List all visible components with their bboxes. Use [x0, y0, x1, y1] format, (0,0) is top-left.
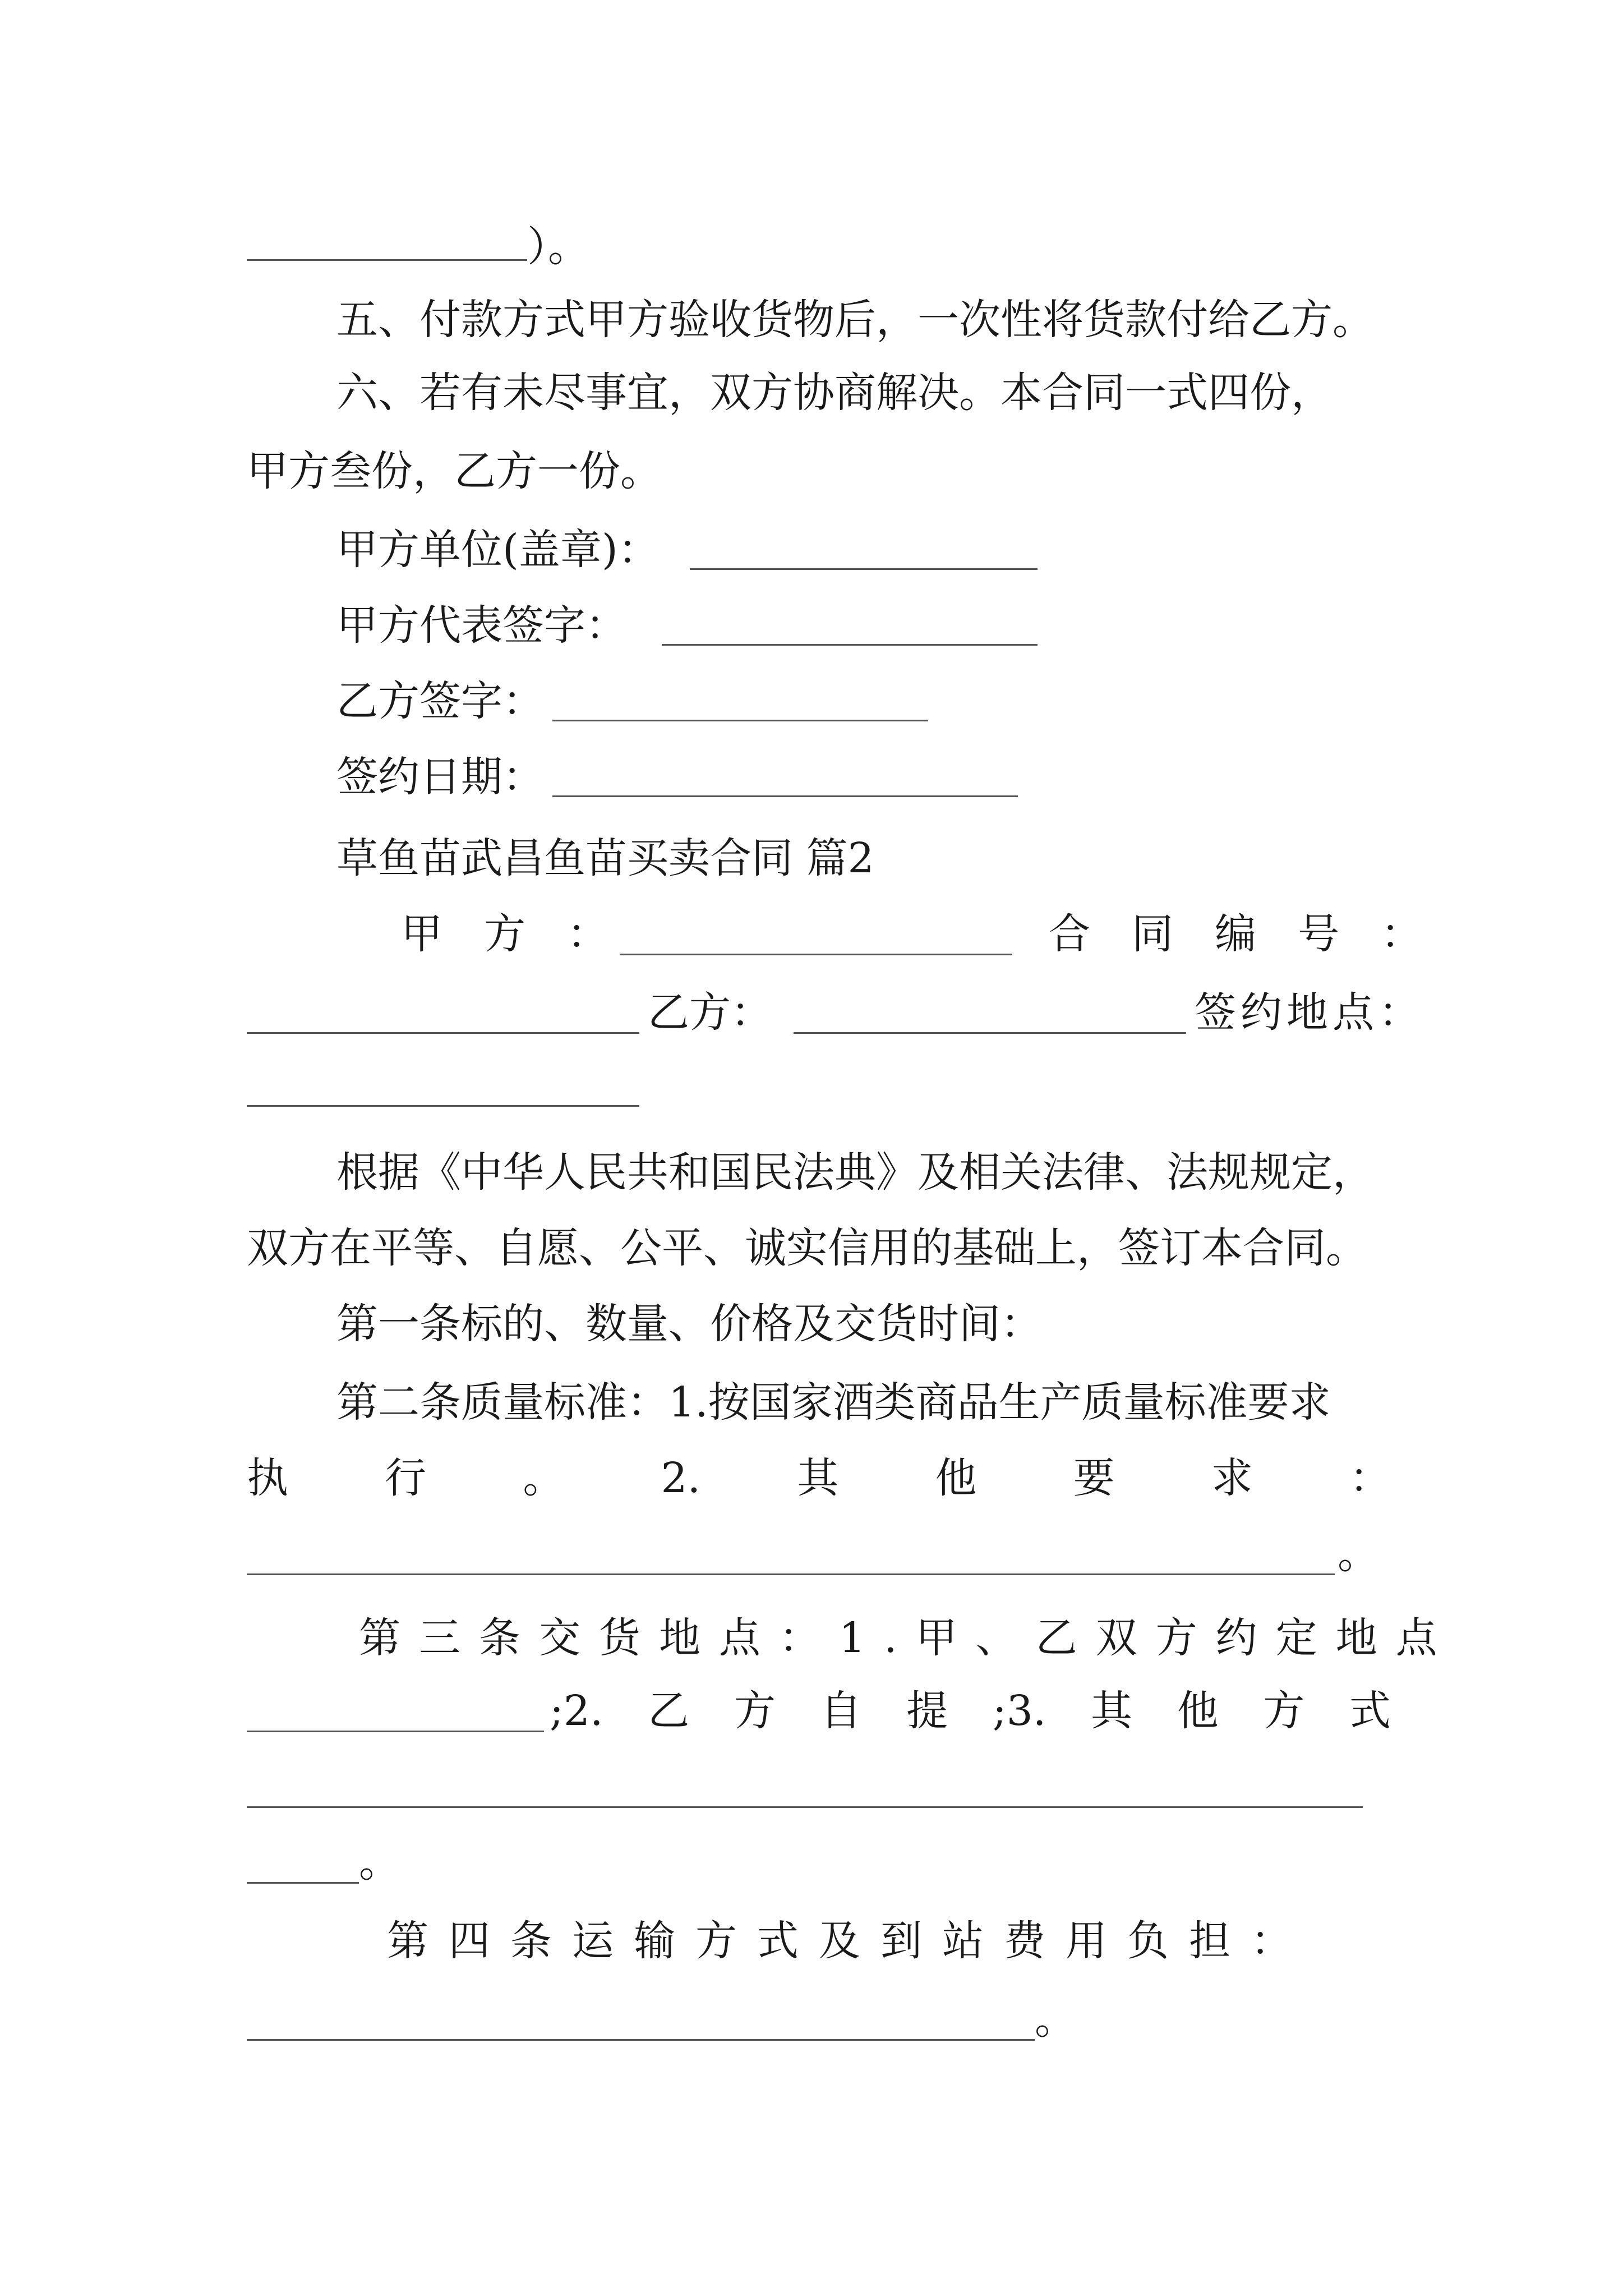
char: 2. [661, 1454, 701, 1502]
article-3-blank-end [247, 1832, 1391, 1893]
char: 他 [1177, 1687, 1219, 1735]
signature-blank [690, 568, 1038, 570]
signature-blank [552, 720, 928, 721]
signature-blank [552, 795, 1018, 797]
label: 合 同 编 号 ： [1049, 910, 1422, 958]
blank-field [247, 2039, 1035, 2041]
label: 甲 方 ： [401, 910, 608, 958]
blank-field [247, 226, 527, 261]
char: 自 [820, 1687, 862, 1735]
blank-field [247, 1032, 639, 1034]
char: 其 [797, 1454, 839, 1502]
article-3: 第三条交货地点：1.甲、乙双方约定地点 [359, 1614, 1456, 1662]
article-3-cont [247, 1680, 1391, 1742]
line-1 [247, 216, 1391, 278]
label: 签约地点： [1195, 988, 1424, 1037]
label: 甲方代表签字： [336, 601, 627, 650]
article-2-cont [247, 1447, 1391, 1509]
payment-clause: 五、付款方式甲方验收货物后，一次性将货款付给乙方。 [336, 296, 1374, 344]
text: 。 [1035, 1995, 1076, 2044]
blank-field [794, 1032, 1186, 1034]
blank-field [247, 1806, 1363, 1808]
char: 要 [1073, 1454, 1115, 1502]
blank-line [247, 1055, 1391, 1116]
article-3-blank [247, 1756, 1391, 1818]
blank-field [620, 954, 1012, 955]
blank-field [247, 1105, 639, 1107]
section-title: 草鱼苗武昌鱼苗买卖合同 篇2 [336, 834, 874, 882]
article-4-blank [247, 1989, 1391, 2050]
misc-clause: 六、若有未尽事宜，双方协商解决。本合同一式四份， [336, 369, 1332, 417]
char: 提 [906, 1687, 948, 1735]
char: 。 [523, 1454, 565, 1502]
blank-field [247, 1573, 1335, 1575]
label: 乙方签字： [336, 677, 544, 725]
blank-field [247, 1731, 544, 1732]
char: 执 [247, 1454, 288, 1502]
char: ;3. [992, 1687, 1046, 1735]
basis-clause-cont: 双方在平等、自愿、公平、诚实信用的基础上，签订本合同。 [247, 1224, 1367, 1272]
char: 其 [1091, 1687, 1133, 1735]
char: 方 [734, 1687, 776, 1735]
signature-blank [662, 644, 1038, 646]
article-4: 第四条运输方式及到站费用负担： [387, 1917, 1312, 1965]
misc-clause-cont: 甲方叁份，乙方一份。 [247, 447, 662, 495]
party-a-line [247, 903, 1422, 965]
char: 他 [935, 1454, 977, 1502]
char: 式 [1349, 1687, 1391, 1735]
party-a-rep-line [336, 595, 1481, 656]
label: 签约日期： [336, 753, 544, 801]
char: ： [1349, 1454, 1391, 1502]
party-b-sign-line [336, 670, 1481, 732]
article-3-options [550, 1680, 1391, 1742]
label: 甲方单位(盖章)： [336, 526, 660, 574]
char: 乙 [648, 1687, 690, 1735]
article-1: 第一条标的、数量、价格及交货时间： [336, 1300, 1042, 1348]
article-2: 第二条质量标准：1.按国家酒类商品生产质量标准要求 [336, 1378, 1331, 1427]
char: 求 [1211, 1454, 1253, 1502]
article-2-blank [247, 1523, 1391, 1585]
char: 行 [385, 1454, 427, 1502]
sign-date-line [336, 746, 1481, 808]
char: ;2. [550, 1687, 603, 1735]
party-a-unit-line [336, 519, 1481, 581]
text: 。 [1338, 1530, 1379, 1578]
char: 方 [1263, 1687, 1305, 1735]
party-b-line [247, 982, 1424, 1043]
blank-field [247, 1882, 359, 1884]
text: ）。 [527, 223, 589, 271]
text: 。 [359, 1838, 400, 1887]
label: 乙方： [648, 988, 772, 1037]
basis-clause: 根据《中华人民共和国民法典》及相关法律、法规规定， [336, 1148, 1374, 1197]
